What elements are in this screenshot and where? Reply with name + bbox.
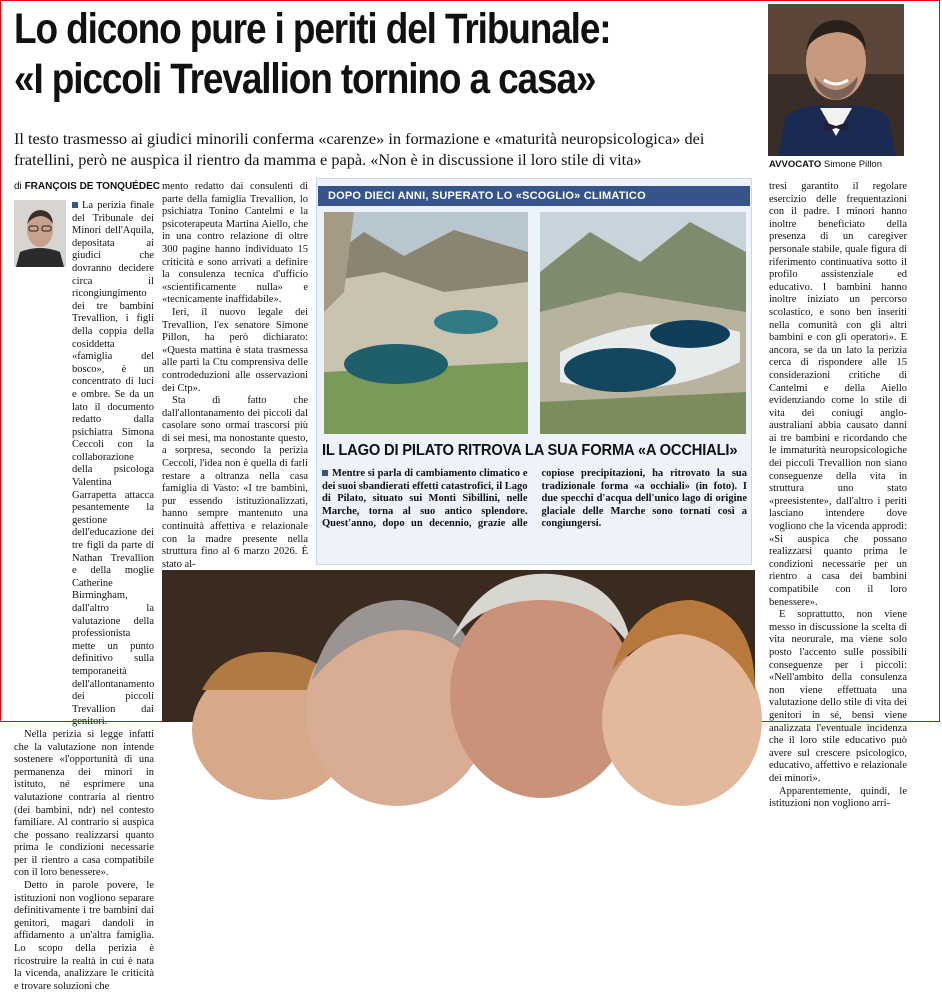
article-paragraph: tresi garantito il regolare esercizio delle frequentazioni con il padre. I minori hanno inoltre beneficiato della presenza di un caregiver personale stabile, quale figura di riferimento continuativa sotto il profilo assistenziale ed educativo. I bambini hanno inoltre iniziato un percorso scolastico, e sono ben inseriti nella comunità con gli altri bambini e con gli operatori». E ancora, se da un lato la perizia cerca di rispondere alle 15 considerazioni critiche di Cantelmi e della Aiello evidenziando come lo stile di vita dei coniugi anglo-australiani abbia causato danni ai tre bambini e ricordando che le immaturità neuropsicologiche dei piccoli Trevallion non siano conseguenze della vita in struttura uno stato «preesistente», dall'altro i periti lasciano intendere dove vogliono che la vicenda approdi: «Si auspica che possano realizzarsi quanto prima le condizioni necessarie per un rientro a casa dei bambini compatibile con il loro benessere». (769, 181, 907, 608)
standfirst: Il testo trasmesso ai giudici minorili conferma «carenze» in formazione e «maturità neuropsicologica» dei fratellini, però ne auspica il rientro da mamma e papà. «Non è in discussione il loro stile di vita» (14, 129, 705, 169)
paragraph-marker-icon (72, 202, 78, 208)
article-column-3 (769, 181, 907, 810)
caption-name: Simone Pillon (823, 159, 882, 170)
byline-author: FRANÇOIS DE TONQUÉDEC (24, 181, 160, 192)
article-paragraph: Apparentemente, quindi, le istituzioni non vogliono arri- (769, 785, 907, 810)
article-paragraph: E soprattutto, non viene messo in discussione la scelta di vita neorurale, ma viene solo posto l'accento sulle possibili conseguenze per i piccoli: «Nell'ambito della consulenza non viene effettuata una valutazione dello stile di vita dei genitori in sé, bensì viene analizzata l'eventuale incidenza che il loro stile educativo può avere sul crescere psicologico, educativo, affettivo e relazionale dei minori». (769, 609, 907, 784)
headline (14, 4, 655, 104)
family-photo (162, 570, 755, 722)
caption-role: AVVOCATO (769, 159, 822, 170)
article-paragraph: Sta di fatto che dall'allontanamento dei piccoli dal casolare sono ormai trascorsi più di sei mesi, ma nonostante questo, a sorpresa, secondo la perizia Ceccoli, l'idea non è quella di farli restare a oltranza nella casa famiglia di Vasto: «I tre bambini, pur essendo istituzionalizzati, hanno sempre mantenuto una continuità affettiva e relazionale con la madre presente nella struttura fino al 6 marzo 2026. È stato al- (162, 395, 308, 570)
byline (14, 181, 160, 192)
article-paragraph: Ieri, il nuovo legale dei Trevallion, l'ex senatore Simone Pillon, ha però dichiarato: «Questa mattina è stata trasmessa alle parti la Ctu comprensiva delle controdeduzioni alle osservazioni dei Ctp». (162, 306, 308, 394)
box-text: Mentre si parla di cambiamento climatico e dei suoi sbandierati effetti catastrofici, il Lago di Pilato, situato sui Monti Sibillini, nelle Marche, torna al suo antico splendore. Quest'anno, dopo un decennio, grazie alle copiose precipitazioni, ha ritrovato la sua tradizionale forma «a occhiali» (in foto). I due specchi d'acqua dell'unico lago di origine glaciale delle Marche sono tornati così a congiungersi. (322, 468, 747, 529)
box-headline: IL LAGO DI PILATO RITROVA LA SUA FORMA «A OCCHIALI» (322, 442, 738, 459)
photo-caption (769, 159, 882, 170)
lake-photo-before (324, 212, 528, 434)
article-paragraph: Nella perizia si legge infatti che la valutazione non intende sostenere «l'opportunità di una permanenza dei minori in istituto, né esprimere una valutazione contraria al rientro (dei bambini, ndr) nel contesto familiare. Al contrario si auspica che possano realizzarsi quanto prima le condizioni necessarie per il rientro a casa compatibile con il loro benessere». (14, 728, 154, 879)
byline-prefix: di (14, 181, 22, 192)
paragraph-marker-icon (322, 470, 328, 476)
article-paragraph: Detto in parole povere, le istituzioni non vogliono separare definitivamente i tre bambini dai genitori, magari dandoli in affidamento a un'altra famiglia. Lo scopo della perizia è ricostruire la realtà in cui è nata la vicenda, analizzare le criticità e trovare soluzioni che (14, 880, 154, 992)
lake-photo-after (540, 212, 746, 434)
article-paragraph: La perizia finale del Tribunale dei Minori dell'Aquila, depositata ai giudici che dovranno decidere circa il ricongiungimento dei tre bambini Trevallion, i figli della coppia della cosiddetta «famiglia del bosco», è un concentrato di luci e ombre. Se da un lato il documento redatto dalla psichiatra Simona Ceccoli con la collaborazione della psicologa Valentina Garrapetta attacca pesantemente la gestione dell'educazione dei tre figli da parte di Nathan Trevallion e della moglie Catherine Birmingham, dall'altro la valutazione della professionista mette un punto definitivo sulla temporaneità dell'allontanamento dei piccoli Trevallion dai genitori. (72, 200, 155, 728)
headline-line-1: Lo dicono pure i periti del Tribunale: (14, 5, 611, 53)
article-column-1 (14, 200, 155, 992)
article-paragraph: mento redatto dai consulenti di parte della famiglia Trevallion, lo psichiatra Tonino Cantelmi e la psicoterapeuta Martina Aiello, che in una contro relazione di oltre 300 pagine hanno individuato 15 criticità e sono arrivati a definire la consulenza tecnica d'ufficio «scientificamente nulla» e «tecnicamente inaffidabile». (162, 181, 308, 306)
box-kicker: DOPO DIECI ANNI, SUPERATO LO «SCOGLIO» CLIMATICO (318, 186, 750, 206)
headline-line-2: «I piccoli Trevallion tornino a casa» (14, 55, 596, 103)
article-column-2 (162, 181, 308, 570)
lawyer-portrait-photo (768, 4, 904, 156)
